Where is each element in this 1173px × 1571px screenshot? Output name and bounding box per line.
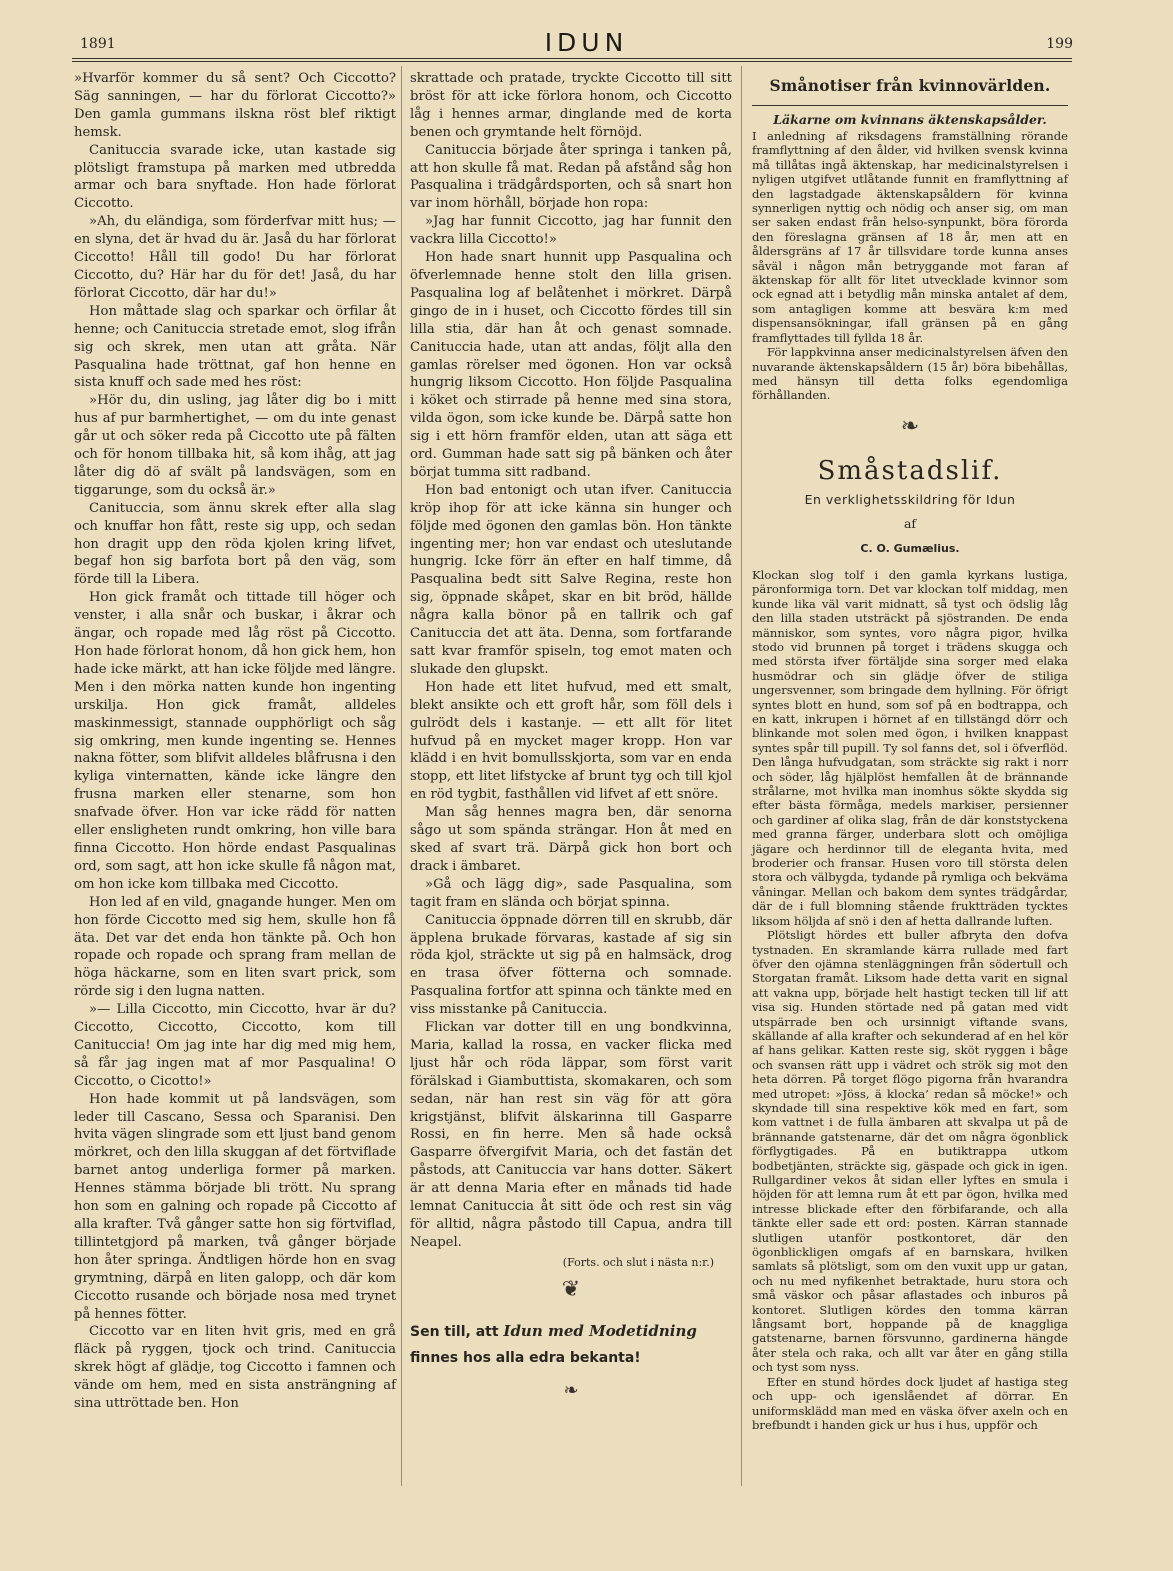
story-author: C. O. Gumælius. — [860, 541, 960, 555]
notice-title: Läkarne om kvinnans äktenskapsålder. — [773, 112, 1047, 127]
paragraph: Canituccia började åter springa i tanken på, att hon skulle få mat. Redan på afstånd såg hon Pasqualina i trädgårdsporten, och så snart hon var inom hörhåll, började hon ropa: — [410, 142, 732, 212]
paragraph: »Jag har funnit Ciccotto, jag har funnit den vackra lilla Ciccotto!» — [410, 214, 732, 248]
paragraph: Hon led af en vild, gnagande hunger. Men om hon förde Ciccotto med sig hem, skulle hon få äta. Det var det enda hon tänkte på. Och hon ropade och ropade och sprang fram mellan de höga häckarne, som en liten svart prick, som rörde sig i den lugna natten. — [74, 894, 396, 1000]
paragraph: »Ah, du eländiga, som förderfvar mitt hus; — en slyna, det är hvad du är. Jaså du har förlorat Ciccotto! Håll till godo! Du har förlorat Ciccotto, du? Här har du för det! Jaså, du har förlorat Ciccotto, där har du!» — [74, 214, 396, 301]
advert-title: Idun med Modetidning — [503, 1321, 697, 1340]
paragraph: Hon gick framåt och tittade till höger och venster, i alla snår och buskar, i åkrar och ängar, och ropade med låg röst på Ciccotto. Hon hade förlorat honom, då hon gick hem, hon hade icke märkt, att han icke följde med längre. Men i den mörka natten kunde hon ingenting urskilja. Hon gick framåt, alldeles maskinmessigt, stannade oupphörligt och såg sig omkring, men kunde ingenting se. Hennes nakna fötter, som blifvit alldeles blåfrusna i den kyliga vinternatten, kände icke längre den frusna marken eller stenarne, som hon snafvade öfver. Hon var icke rädd för natten eller ensligheten rundt omkring, hon ville bara finna Ciccotto. Hon hörde endast Pasqualinas ord, som sagt, att hon icke skulle få någon mat, om hon icke kom tillbaka med Ciccotto. — [74, 590, 396, 892]
paragraph: Canituccia, som ännu skrek efter alla slag och knuffar hon fått, reste sig upp, och sedan hon dragit upp den röda kjolen kring lifvet, begaf hon sig barfota bort på den väg, som förde till la Libera. — [74, 500, 396, 588]
advert-line2: finnes hos alla edra bekanta! — [410, 1349, 641, 1366]
paragraph: »Hör du, din usling, jag låter dig bo i mitt hus af pur barmhertighet, — om du inte genast går ut och söker reda på Ciccotto ute på fälten och för honom tillbaka hit, så kom ihåg, att jag låter dig dö af svält på landsvägen, som en tiggarunge, som du också är.» — [74, 393, 396, 498]
paragraph: Ciccotto var en liten hvit gris, med en grå fläck på ryggen, tjock och trind. Canituccia skrek högt af glädje, tog Ciccotto i famnen och vände om hem, med en sista ansträngning af sina uttröttade ben. Hon — [74, 1324, 396, 1412]
column-1 — [74, 70, 396, 1413]
section-rule — [752, 105, 1068, 106]
paragraph: Canituccia svarade icke, utan kastade sig plötsligt framstupa på marken med utbredda armar och bara snyftade. Hon hade förlorat Ciccotto. — [74, 142, 396, 212]
masthead-title: IDUN — [544, 28, 629, 57]
header-year: 1891 — [80, 36, 116, 52]
section-heading: Smånotiser från kvinnovärlden. — [769, 76, 1051, 95]
notice-paragraph: För lappkvinna anser medicinalstyrelsen äfven den nuvarande äktenskapsåldern (15 år) böra bibehållas, med hänsyn till detta folks egendomliga förhållanden. — [752, 345, 1068, 403]
notice-paragraph: I anledning af riksdagens framställning rörande framflyttning af den ålder, vid hvilken svensk kvinna må tillåtas ingå äktenskap, har medicinalstyrelsen i nyligen utgifvet utlåtande funnit en framflyttning af den lagstadgade äktenskapsåldern för kvinna synnerligen nyttig och nödig och anser sig, om man ser saken endast från helso-synpunkt, böra förorda den föreslagna gränsen af 18 år, men att en åldersgräns af 17 år tillsvidare torde kunna anses såväl i någon mån betryggande mot faran af äktenskap för allt för litet utvecklade kvinnor som ock egnad att i betydlig mån minska antalet af dem, som antagligen komme att besvära k:m med dispensansökningar, ifall gränsen på en gång framflyttades till fyllda 18 år. — [752, 129, 1068, 345]
story-paragraph: Plötsligt hördes ett buller afbryta den dofva tystnaden. En skramlande kärra rullade med fart öfver den ojämna stenläggningen från södertull och Storgatan framåt. Liksom hade detta varit en signal att vakna upp, började helt hastigt tecken till lif att visa sig. Hunden störtade ned på gatan med vidt utspärrade ben och ursinnigt viftande svans, skällande af alla krafter och sekunderad af en hel kör af hans gelikar. Katten reste sig, sköt ryggen i båge och svansen rätt upp i vädret och strök sig mot den heta dörren. På torget flögo pigorna från hvarandra med utropet: »Jöss, ä klocka’ redan så möcke!» och skyndade till sina respektive kök med en fart, som kom vattnet i de fulla ämbaren att skvalpa ut på de brännande gatstenarne, där det om några ögonblick förflygtigades. På en butiktrappa utkom bodbetjänten, sträckte sig, gäspade och gick in igen. Rullgardiner vekos åt sidan eller lyftes en smula i höjden för att lemna rum åt ett par ögon, hvilka med intresse blickade efter den förbifarande, och alla tänkte eller sade ett ord: posten. Kärran stannade slutligen utanför postkontoret, där den ögonblickligen omgafs af en barnskara, hvilken samlats så plötsligt, som om den vuxit upp ur gatan, och nu med nyfikenhet betraktade, huru stora och små väskor och påsar aflastades och inburos på kontoret. Slutligen kördes den tomma kärran långsamt bort, hoppande på de knaggliga gatstenarne, barnen försvunno, gardinerna hängde åter stela och raka, och allt var åter en gång stilla och tyst som nyss. — [752, 928, 1068, 1375]
paragraph: »Hvarför kommer du så sent? Och Ciccotto? Säg sanningen, — har du förlorat Ciccotto?» Den gamla gummans ilskna röst blef riktigt hemsk. — [74, 71, 396, 140]
paragraph: Man såg hennes magra ben, där senorna sågo ut som spända strängar. Hon åt med en sked af svart trä. Därpå gick hon bort och drack i ämbaret. — [410, 805, 732, 874]
header-rule — [72, 58, 1072, 59]
paragraph: Hon måttade slag och sparkar och örfilar åt henne; och Canituccia stretade emot, slog ifrån sig och skrek, men utan att gråta. När Pasqualina hade tröttnat, gaf hon henne en sista knuff och sade med hes röst: — [74, 303, 396, 391]
column-2 — [410, 70, 732, 1403]
paragraph: »— Lilla Ciccotto, min Ciccotto, hvar är du? Ciccotto, Ciccotto, Ciccotto, kom till Canituccia! Om jag inte har dig med mig hem, så får jag ingen mat af mor Pasqualina! O Ciccotto, o Cicotto!» — [74, 1002, 396, 1089]
paragraph: Hon hade kommit ut på landsvägen, som leder till Cascano, Sessa och Sparanisi. Den hvita vägen slingrade som ett ljust band genom mörkret, och den lilla skuggan af det förtviflade barnet antog underliga former på marken. Hennes stämma började bli trött. Nu sprang hon som en galning och ropade på Ciccotto af alla krafter. Två gånger satte hon sig förtviflad, tillintetgjord på marken, två gånger började hon åter springa. Ändtligen hörde hon en svag grymtning, därpå en liten galopp, och där kom Ciccotto rusande och började nosa med trynet på hennes fötter. — [74, 1091, 396, 1322]
paragraph: Hon hade snart hunnit upp Pasqualina och öfverlemnade henne stolt den lilla grisen. Pasqualina log af belåtenhet i mörkret. Därpå gingo de in i huset, och Ciccotto fördes till sin lilla stia, där han åt och genast somnade. Canituccia hade, utan att andas, följt alla den gamlas rörelser med ögonen. Hon var också hungrig liksom Ciccotto. Hon följde Pasqualina i köket och stirrade på henne med sina stora, vilda ögon, som icke kunde be. Därpå satte hon sig i ett hörn framför elden, utan att säga ett ord. Gumman hade satt sig på bänken och åter börjat tumma sitt radband. — [410, 250, 732, 480]
ornament-icon: ❧ — [900, 413, 920, 439]
ornament-icon: ❦ — [561, 1276, 581, 1302]
paragraph: Hon bad entonigt och utan ifver. Canituccia kröp ihop för att icke känna sin hunger och följde med ögonen den gamlas bön. Hon tänkte ingenting mer; hon var endast och uteslutande hungrig. Icke förr än efter en half timme, då Pasqualina bedt sitt Salve Regina, reste hon sig, öppnade skåpet, skar en bit bröd, hällde några kalla bönor på en tallrik och gaf Canituccia det att äta. Denna, som fortfarande satt kvar framför spiseln, tog emot maten och slukade den glupskt. — [410, 482, 732, 677]
paragraph: skrattade och pratade, tryckte Ciccotto till sitt bröst för att icke förlora honom, och Ciccotto låg i hennes armar, dinglande med de korta benen och grymtande helt förnöjd. — [410, 71, 732, 140]
story-paragraph: Klockan slog tolf i den gamla kyrkans lustiga, päronformiga torn. Det var klockan tolf middag, men kunde lika väl varit midnatt, så tyst och ödslig låg den lilla staden utsträckt på sjöstranden. De enda människor, som syntes, voro några pigor, hvilka stodo vid brunnen på torget i trädens skugga och med största ifver förtäljde sina sorger med elaka husmödrar och sin glädje öfver de stiliga ungersvenner, som bringade dem hyllning. För öfrigt syntes blott en hund, som sof på en bodtrappa, och en katt, inkrupen i hörnet af en tillstängd dörr och blinkande mot solen med ögon, i hvilken knappast syntes spår till pupill. Ty sol fanns det, sol i öfverflöd. Den långa hufvudgatan, som sträckte sig rakt i norr och söder, låg hjälplöst hemfallen åt de brännande strålarne, mot hvilka man inomhus sökte skydda sig efter bästa förmåga, medels markiser, persienner och gardiner af olika slag, från de där konststyckena med granna färger, underbara slott och omöjliga jägare och herdinnor till de eleganta hvita, med broderier och fransar. Husen voro till största delen stora och välbygda, tydande på rymliga och bekväma våningar. Mellan och bakom dem syntes trädgårdar, där de i full blomning stående fruktträden tycktes liksom höljda af snö i den af hetta dallrande luften. — [752, 567, 1068, 928]
advert — [410, 1318, 732, 1371]
paragraph: Canituccia öppnade dörren till en skrubb, där äpplena brukade förvaras, kastade af sig sin röda kjol, sträckte ut sig på en halmsäck, drog en trasa öfver fötterna och somnade. Pasqualina fortfor att spinna och tänkte med en viss misstanke på Canituccia. — [410, 912, 732, 1018]
paragraph: Hon hade ett litet hufvud, med ett smalt, blekt ansikte och ett groft hår, som föll dels i gulrödt dels i kastanje. — ett allt för litet hufvud på en mycket mager kropp. Hon var klädd i en hvit bomullsskjorta, som var en enda stopp, ett litet lifstycke af brunt tyg och till kjol en röd tygbit, fasthållen vid lifvet af ett snöre. — [410, 679, 732, 803]
paragraph: »Gå och lägg dig», sade Pasqualina, som tagit fram en slända och börjat spinna. — [410, 876, 732, 910]
story-by: af — [903, 516, 917, 532]
story-title: Småstadslif. — [817, 455, 1003, 486]
paragraph: Flickan var dotter till en ung bondkvinna, Maria, kallad la rossa, en vacker flicka med ljust hår och röda läppar, som först varit förälskad i Giambuttista, skomakaren, och som sedan, när han rest sin väg för att göra krigstjänst, blifvit älskarinna till Gasparre Rossi, en fin herre. Men så hade också Gasparre öfvergifvit Maria, och det fastän det påstods, att Canituccia var hans dotter. Säkert är att denna Maria efter en månads tid hade lemnat Canituccia åt sitt öde och rest sin väg för alltid, några påstodo till Capua, andra till Neapel. — [410, 1020, 732, 1250]
header-rule-thin — [72, 61, 1072, 62]
continued-note: (Forts. och slut i nästa n:r.) — [562, 1255, 714, 1269]
advert-line1: Sen till, att — [410, 1323, 499, 1340]
story-paragraph: Efter en stund hördes dock ljudet af hastiga steg och upp- och igenslåendet af dörrar. En uniformsklädd man med en väska öfver axeln och en brefbundt i handen gick ur hus i hus, uppför och — [752, 1374, 1068, 1432]
header-page-number: 199 — [1046, 36, 1073, 52]
column-divider-1 — [401, 66, 402, 1486]
page-header — [0, 28, 1173, 58]
column-3 — [752, 70, 1068, 1432]
column-divider-2 — [741, 66, 742, 1486]
ornament-icon: ❧ — [563, 1379, 579, 1401]
story-subtitle: En verklighetsskildring för Idun — [804, 491, 1016, 507]
